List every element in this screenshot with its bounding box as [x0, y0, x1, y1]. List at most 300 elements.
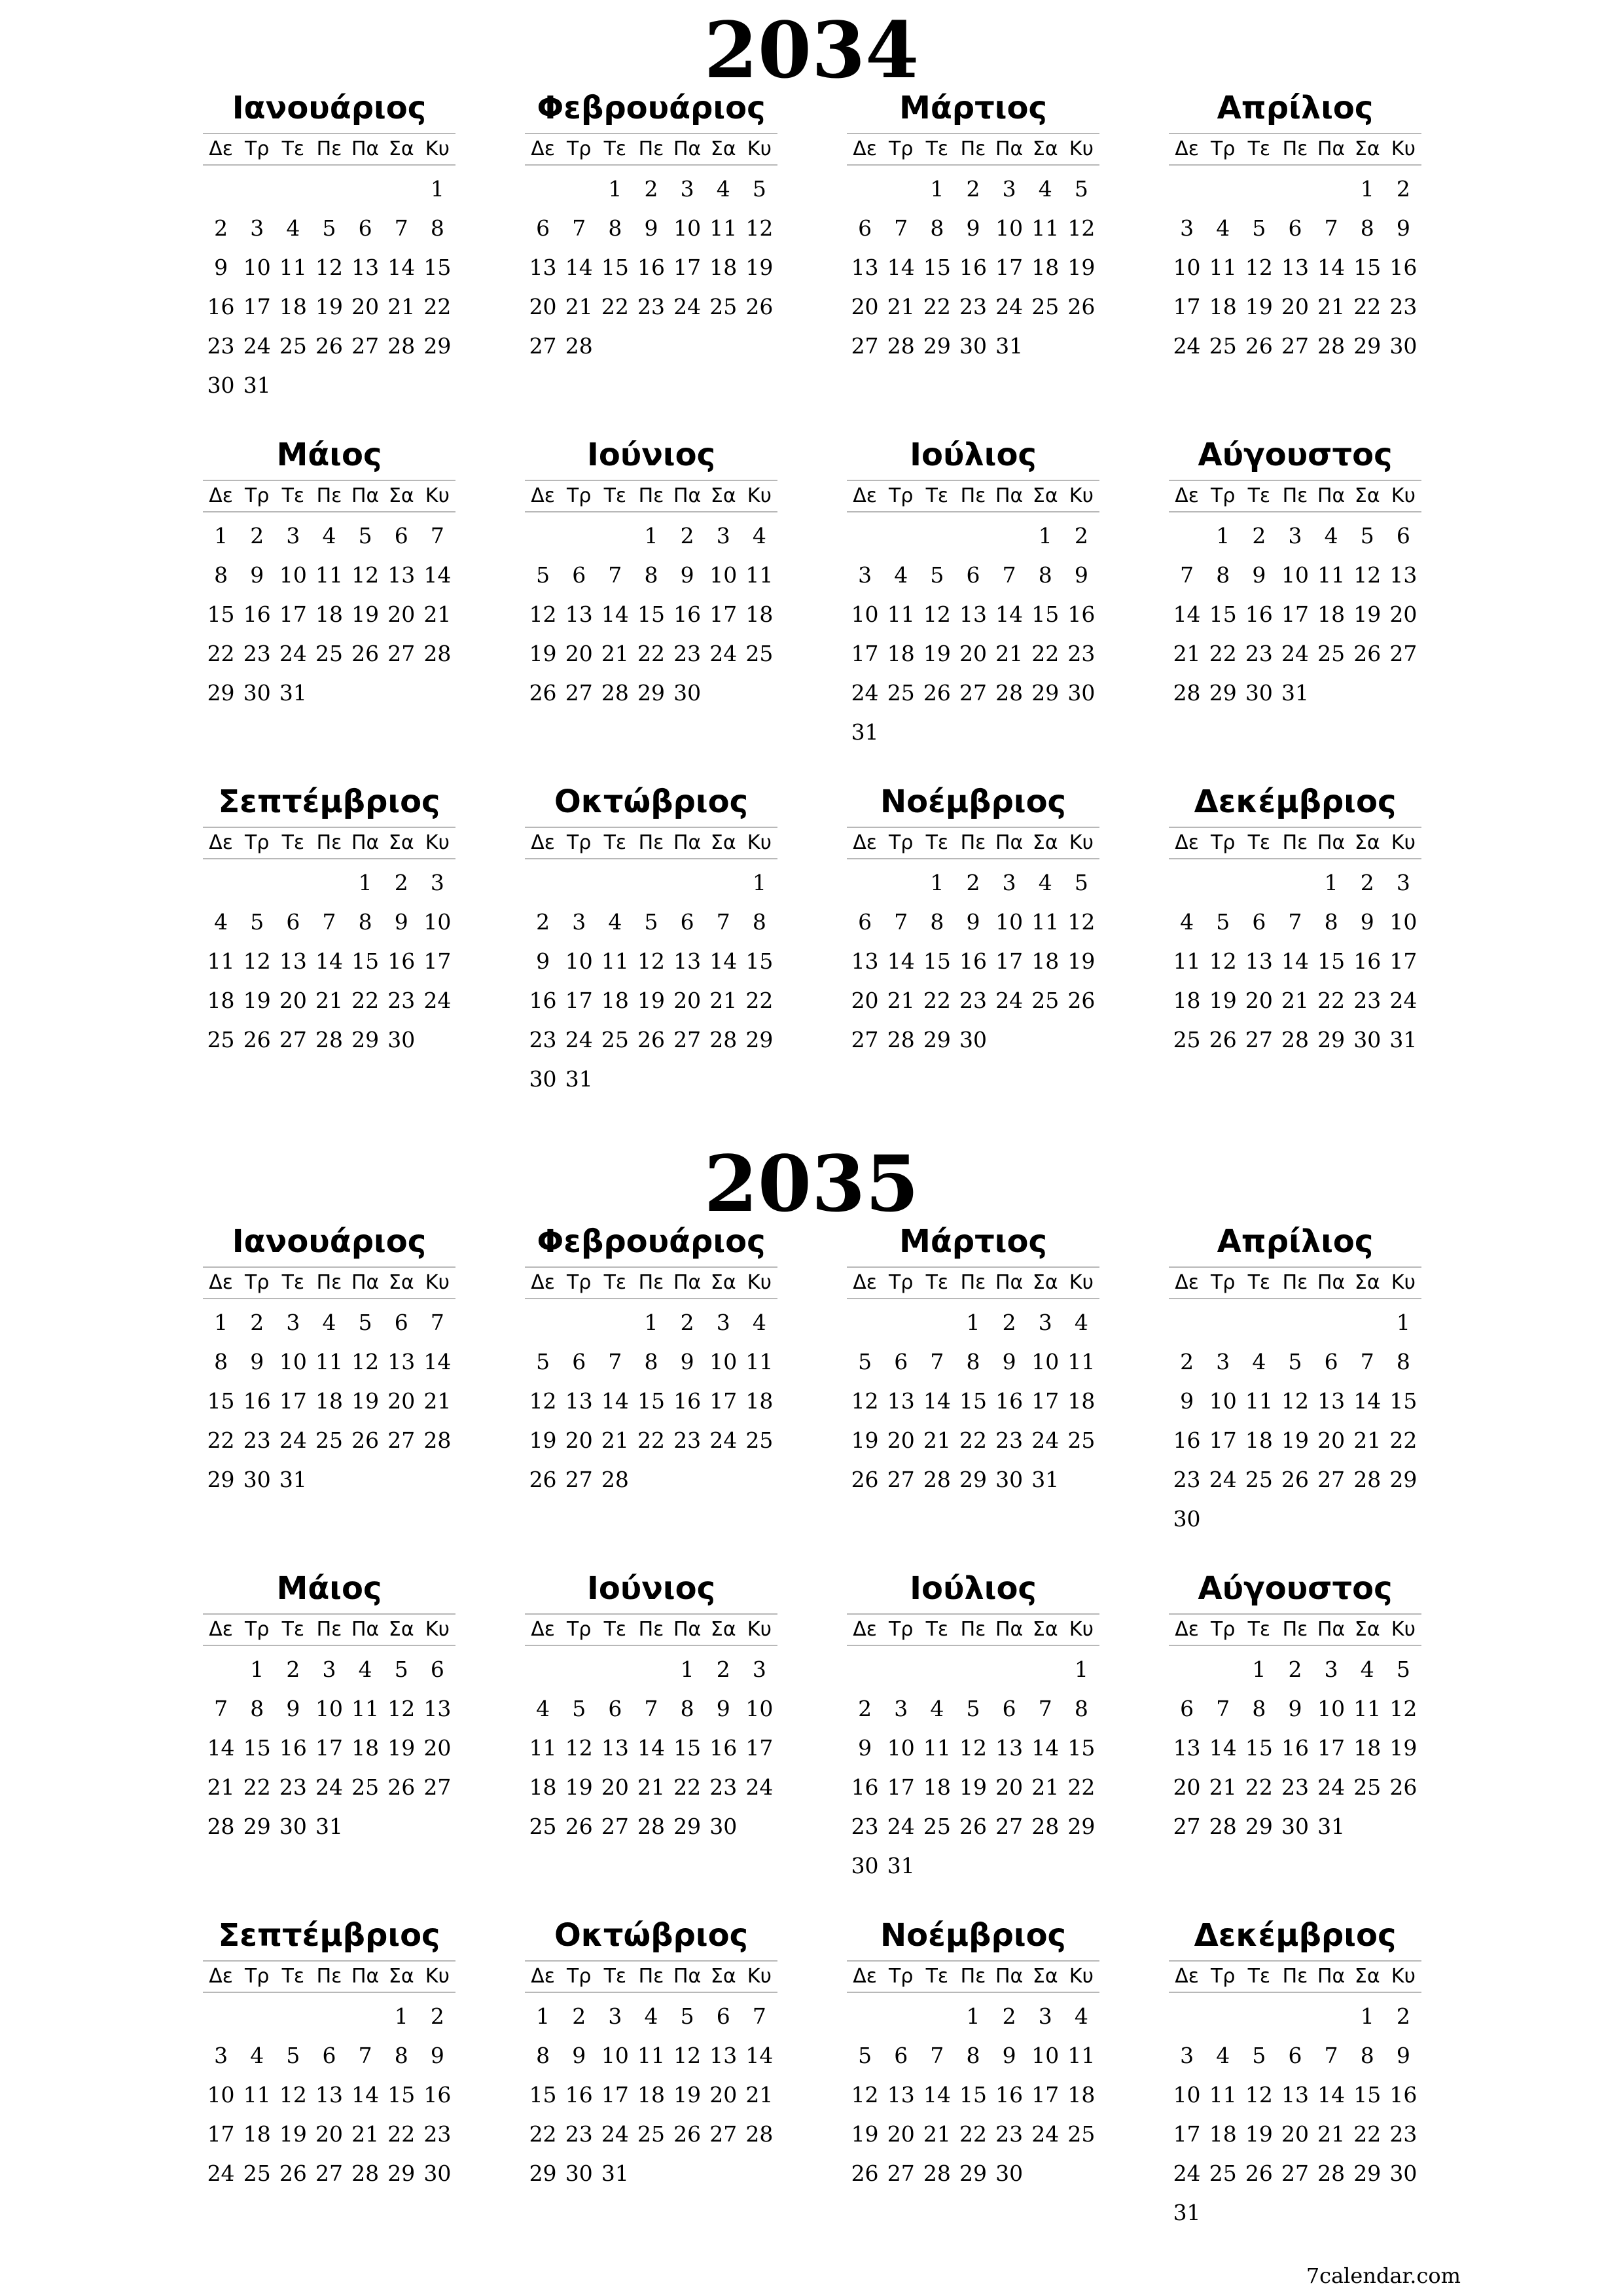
day-cell: 27 — [1173, 1814, 1201, 1839]
day-cell: 29 — [351, 1027, 380, 1052]
day-cell: 3 — [752, 1657, 766, 1682]
day-cell: 1 — [1252, 1657, 1266, 1682]
weekday-header — [847, 133, 1099, 166]
day-cell: 29 — [207, 680, 235, 706]
day-cell: 17 — [565, 988, 593, 1013]
weekday-label: Πε — [960, 484, 986, 507]
day-cell: 14 — [1031, 1735, 1060, 1761]
weekday-header — [847, 827, 1099, 859]
weekday-label: Πε — [960, 1965, 986, 1988]
day-cell: 21 — [637, 1774, 665, 1800]
weekday-label: Κυ — [747, 1271, 772, 1294]
day-cell: 25 — [1353, 1774, 1382, 1800]
year-title-2035: 2035 — [704, 1138, 919, 1229]
day-cell: 16 — [1173, 1427, 1201, 1453]
days-grid — [847, 170, 1099, 366]
day-cell: 12 — [673, 2043, 702, 2068]
day-cell: 18 — [1067, 1388, 1096, 1414]
day-cell: 31 — [601, 2161, 629, 2186]
day-empty — [991, 516, 1027, 556]
weekday-label: Τε — [925, 1618, 949, 1641]
weekday-label: Πα — [351, 1271, 380, 1294]
weekday-label: Σα — [1032, 484, 1058, 507]
day-cell: 31 — [995, 333, 1024, 359]
weekday-label: Πε — [316, 484, 342, 507]
weekday-label: Κυ — [747, 484, 772, 507]
days-grid — [1169, 170, 1421, 366]
day-cell: 15 — [1317, 948, 1346, 974]
day-cell: 14 — [315, 948, 343, 974]
day-cell: 7 — [572, 215, 586, 241]
day-cell: 21 — [995, 641, 1024, 666]
day-cell: 12 — [745, 215, 774, 241]
day-cell: 19 — [387, 1735, 416, 1761]
day-cell: 21 — [1031, 1774, 1060, 1800]
day-cell: 1 — [394, 2003, 408, 2029]
day-cell: 25 — [1031, 988, 1060, 1013]
day-cell: 8 — [608, 215, 622, 241]
weekday-label: Πα — [1317, 831, 1346, 854]
month-calendar — [203, 435, 455, 782]
day-empty — [348, 170, 383, 209]
day-empty — [1277, 1997, 1313, 2036]
day-cell: 14 — [387, 255, 416, 280]
day-cell: 6 — [536, 215, 550, 241]
weekday-label: Πε — [1282, 484, 1308, 507]
day-cell: 9 — [1288, 1696, 1302, 1721]
day-cell: 21 — [207, 1774, 235, 1800]
day-cell: 8 — [644, 562, 658, 588]
day-cell: 15 — [1245, 1735, 1273, 1761]
day-cell: 14 — [423, 562, 452, 588]
day-cell: 10 — [279, 562, 307, 588]
day-cell: 29 — [1353, 333, 1382, 359]
day-cell: 8 — [1216, 562, 1230, 588]
day-cell: 27 — [423, 1774, 452, 1800]
day-cell: 4 — [1074, 2003, 1088, 2029]
day-cell: 26 — [959, 1814, 987, 1839]
day-cell: 11 — [351, 1696, 380, 1721]
month-name: Νοέμβριος — [880, 783, 1067, 820]
day-cell: 13 — [851, 948, 879, 974]
day-cell: 5 — [1074, 176, 1088, 202]
day-cell: 29 — [1245, 1814, 1273, 1839]
weekday-label: Πα — [995, 1271, 1024, 1294]
day-cell: 31 — [279, 1467, 307, 1492]
day-empty — [991, 1650, 1027, 1689]
day-cell: 5 — [644, 909, 658, 935]
months-grid-2035 — [203, 1222, 1440, 2263]
day-cell: 18 — [1209, 294, 1237, 319]
weekday-header — [203, 1266, 455, 1299]
day-cell: 10 — [565, 948, 593, 974]
day-cell: 29 — [959, 2161, 987, 2186]
weekday-label: Πε — [1282, 1618, 1308, 1641]
day-cell: 30 — [673, 680, 702, 706]
day-cell: 23 — [243, 641, 271, 666]
day-cell: 1 — [250, 1657, 264, 1682]
weekday-label: Τε — [281, 1965, 305, 1988]
weekday-label: Πε — [316, 1271, 342, 1294]
weekday-label: Πα — [995, 1618, 1024, 1641]
weekday-label: Σα — [710, 1618, 736, 1641]
weekday-label: Τρ — [567, 831, 592, 854]
day-cell: 25 — [207, 1027, 235, 1052]
day-cell: 20 — [709, 2082, 738, 2108]
day-empty — [1205, 863, 1241, 903]
day-cell: 2 — [1002, 1310, 1016, 1335]
day-cell: 25 — [1245, 1467, 1273, 1492]
weekday-header — [1169, 1266, 1421, 1299]
day-cell: 1 — [608, 176, 622, 202]
day-cell: 16 — [279, 1735, 307, 1761]
day-cell: 25 — [1209, 333, 1237, 359]
month-name: Ιούλιος — [910, 437, 1037, 473]
weekday-header — [203, 827, 455, 859]
day-cell: 26 — [529, 1467, 557, 1492]
day-cell: 7 — [894, 909, 908, 935]
day-cell: 22 — [1245, 1774, 1273, 1800]
day-cell: 27 — [709, 2121, 738, 2147]
day-empty — [348, 1997, 383, 2036]
day-empty — [597, 863, 633, 903]
day-cell: 6 — [858, 909, 872, 935]
day-cell: 11 — [1067, 2043, 1096, 2068]
day-cell: 20 — [351, 294, 380, 319]
day-cell: 26 — [1245, 2161, 1273, 2186]
day-cell: 23 — [637, 294, 665, 319]
day-cell: 9 — [572, 2043, 586, 2068]
day-cell: 11 — [923, 1735, 951, 1761]
weekday-label: Σα — [388, 1271, 414, 1294]
day-cell: 23 — [565, 2121, 593, 2147]
day-cell: 8 — [214, 562, 228, 588]
weekday-label: Σα — [1032, 1618, 1058, 1641]
day-cell: 20 — [1173, 1774, 1201, 1800]
month-name: Σεπτέμβριος — [218, 1917, 440, 1954]
day-cell: 21 — [1281, 988, 1309, 1013]
day-cell: 1 — [644, 523, 658, 548]
day-cell: 16 — [243, 601, 271, 627]
day-cell: 6 — [394, 1310, 408, 1335]
day-cell: 9 — [966, 909, 980, 935]
day-cell: 7 — [430, 1310, 444, 1335]
day-cell: 28 — [423, 1427, 452, 1453]
day-empty — [1205, 1303, 1241, 1342]
day-cell: 22 — [959, 2121, 987, 2147]
day-cell: 11 — [709, 215, 738, 241]
day-cell: 3 — [1180, 2043, 1194, 2068]
weekday-label: Πε — [960, 1618, 986, 1641]
day-cell: 6 — [1252, 909, 1266, 935]
day-cell: 17 — [745, 1735, 774, 1761]
day-cell: 8 — [536, 2043, 550, 2068]
month-calendar — [203, 1916, 455, 2263]
day-cell: 8 — [358, 909, 372, 935]
day-cell: 28 — [1317, 2161, 1346, 2186]
day-cell: 29 — [1067, 1814, 1096, 1839]
day-cell: 19 — [851, 2121, 879, 2147]
day-cell: 10 — [887, 1735, 915, 1761]
weekday-header — [203, 1613, 455, 1646]
day-cell: 20 — [887, 1427, 915, 1453]
day-cell: 12 — [959, 1735, 987, 1761]
day-cell: 13 — [887, 2082, 915, 2108]
day-cell: 15 — [387, 2082, 416, 2108]
month-calendar — [1169, 1916, 1421, 2263]
day-cell: 12 — [529, 601, 557, 627]
day-cell: 2 — [250, 1310, 264, 1335]
weekday-label: Πε — [316, 137, 342, 160]
day-cell: 25 — [1031, 294, 1060, 319]
month-calendar — [525, 1569, 777, 1916]
day-empty — [1169, 516, 1205, 556]
day-cell: 17 — [709, 1388, 738, 1414]
day-cell: 22 — [923, 988, 951, 1013]
day-empty — [525, 1303, 561, 1342]
day-empty — [1277, 170, 1313, 209]
day-empty — [311, 1997, 347, 2036]
day-cell: 19 — [851, 1427, 879, 1453]
day-cell: 23 — [673, 641, 702, 666]
weekday-label: Πε — [638, 831, 664, 854]
month-calendar — [1169, 435, 1421, 782]
weekday-label: Πα — [1317, 137, 1346, 160]
day-cell: 4 — [1038, 176, 1052, 202]
day-cell: 12 — [637, 948, 665, 974]
day-cell: 22 — [1067, 1774, 1096, 1800]
day-cell: 14 — [1353, 1388, 1382, 1414]
weekday-label: Σα — [710, 1271, 736, 1294]
day-cell: 19 — [637, 988, 665, 1013]
weekday-header — [1169, 827, 1421, 859]
day-cell: 14 — [995, 601, 1024, 627]
day-cell: 28 — [601, 1467, 629, 1492]
day-cell: 3 — [680, 176, 694, 202]
weekday-label: Τε — [603, 1965, 627, 1988]
day-cell: 18 — [1245, 1427, 1273, 1453]
day-cell: 3 — [608, 2003, 622, 2029]
day-cell: 29 — [423, 333, 452, 359]
day-cell: 5 — [1396, 1657, 1410, 1682]
weekday-label: Δε — [853, 484, 877, 507]
weekday-label: Τρ — [245, 484, 270, 507]
day-cell: 2 — [858, 1696, 872, 1721]
day-cell: 27 — [387, 1427, 416, 1453]
day-cell: 5 — [1074, 870, 1088, 895]
weekday-label: Σα — [1354, 137, 1380, 160]
day-cell: 2 — [644, 176, 658, 202]
day-cell: 6 — [358, 215, 372, 241]
day-cell: 13 — [851, 255, 879, 280]
day-cell: 7 — [1002, 562, 1016, 588]
day-cell: 6 — [1288, 2043, 1302, 2068]
day-cell: 26 — [637, 1027, 665, 1052]
weekday-label: Τε — [925, 137, 949, 160]
weekday-label: Δε — [853, 1618, 877, 1641]
day-cell: 3 — [1038, 2003, 1052, 2029]
day-cell: 26 — [1209, 1027, 1237, 1052]
day-cell: 17 — [887, 1774, 915, 1800]
day-cell: 4 — [322, 523, 336, 548]
month-name: Ιούλιος — [910, 1570, 1037, 1607]
weekday-label: Σα — [1354, 1965, 1380, 1988]
day-cell: 24 — [851, 680, 879, 706]
days-grid — [525, 1997, 777, 2193]
day-cell: 29 — [673, 1814, 702, 1839]
day-cell: 8 — [1360, 2043, 1374, 2068]
day-cell: 19 — [529, 641, 557, 666]
day-cell: 25 — [279, 333, 307, 359]
month-calendar — [525, 1222, 777, 1569]
day-cell: 12 — [1389, 1696, 1418, 1721]
day-cell: 4 — [1038, 870, 1052, 895]
day-cell: 7 — [214, 1696, 228, 1721]
day-cell: 18 — [1031, 255, 1060, 280]
day-cell: 18 — [923, 1774, 951, 1800]
day-cell: 18 — [1353, 1735, 1382, 1761]
weekday-label: Δε — [531, 137, 555, 160]
day-cell: 18 — [745, 1388, 774, 1414]
day-cell: 17 — [1317, 1735, 1346, 1761]
day-cell: 12 — [387, 1696, 416, 1721]
day-empty — [561, 170, 597, 209]
day-cell: 23 — [387, 988, 416, 1013]
day-cell: 29 — [1209, 680, 1237, 706]
day-cell: 23 — [279, 1774, 307, 1800]
day-cell: 10 — [423, 909, 452, 935]
day-cell: 10 — [1389, 909, 1418, 935]
day-cell: 4 — [930, 1696, 944, 1721]
day-cell: 5 — [930, 562, 944, 588]
day-cell: 4 — [286, 215, 300, 241]
day-cell: 11 — [745, 562, 774, 588]
day-cell: 10 — [673, 215, 702, 241]
day-cell: 29 — [529, 2161, 557, 2186]
day-empty — [203, 863, 239, 903]
day-cell: 5 — [536, 562, 550, 588]
weekday-label: Πα — [1317, 484, 1346, 507]
day-cell: 5 — [858, 1349, 872, 1374]
weekday-label: Κυ — [425, 137, 450, 160]
month-name: Νοέμβριος — [880, 1917, 1067, 1954]
day-empty — [883, 1650, 919, 1689]
day-cell: 8 — [930, 215, 944, 241]
day-cell: 3 — [1038, 1310, 1052, 1335]
weekday-label: Δε — [1175, 1965, 1199, 1988]
day-cell: 23 — [851, 1814, 879, 1839]
day-cell: 8 — [930, 909, 944, 935]
day-cell: 10 — [851, 601, 879, 627]
day-cell: 4 — [644, 2003, 658, 2029]
day-cell: 13 — [351, 255, 380, 280]
day-cell: 28 — [887, 333, 915, 359]
day-empty — [597, 1650, 633, 1689]
day-cell: 11 — [1353, 1696, 1382, 1721]
weekday-label: Τρ — [245, 1271, 270, 1294]
day-empty — [1205, 1650, 1241, 1689]
day-cell: 22 — [601, 294, 629, 319]
weekday-label: Σα — [388, 831, 414, 854]
day-cell: 10 — [243, 255, 271, 280]
day-cell: 5 — [286, 2043, 300, 2068]
day-cell: 4 — [752, 523, 766, 548]
day-cell: 10 — [995, 215, 1024, 241]
day-cell: 6 — [430, 1657, 444, 1682]
day-cell: 16 — [423, 2082, 452, 2108]
weekday-label: Τρ — [245, 137, 270, 160]
day-cell: 20 — [565, 1427, 593, 1453]
weekday-label: Τε — [603, 831, 627, 854]
day-cell: 23 — [529, 1027, 557, 1052]
day-cell: 3 — [214, 2043, 228, 2068]
weekday-label: Πε — [960, 137, 986, 160]
weekday-label: Πα — [351, 1618, 380, 1641]
day-cell: 19 — [1353, 601, 1382, 627]
weekday-label: Σα — [1354, 484, 1380, 507]
month-name: Ιούνιος — [586, 1570, 716, 1607]
day-cell: 4 — [536, 1696, 550, 1721]
weekday-label: Κυ — [1069, 484, 1094, 507]
day-cell: 24 — [1031, 2121, 1060, 2147]
day-cell: 20 — [279, 988, 307, 1013]
day-empty — [1241, 170, 1277, 209]
weekday-label: Κυ — [1391, 831, 1416, 854]
day-cell: 21 — [1209, 1774, 1237, 1800]
weekday-label: Πα — [673, 831, 702, 854]
month-calendar — [847, 1916, 1099, 2263]
day-cell: 19 — [1209, 988, 1237, 1013]
day-cell: 5 — [680, 2003, 694, 2029]
day-empty — [525, 863, 561, 903]
day-empty — [705, 863, 741, 903]
day-empty — [1241, 1303, 1277, 1342]
month-name: Ιούνιος — [586, 437, 716, 473]
day-cell: 7 — [1038, 1696, 1052, 1721]
day-cell: 22 — [243, 1774, 271, 1800]
day-cell: 5 — [394, 1657, 408, 1682]
day-cell: 2 — [1252, 523, 1266, 548]
day-cell: 2 — [966, 870, 980, 895]
day-empty — [883, 1303, 919, 1342]
day-cell: 6 — [894, 2043, 908, 2068]
weekday-label: Πε — [1282, 137, 1308, 160]
weekday-label: Τρ — [889, 1618, 914, 1641]
weekday-label: Δε — [853, 1965, 877, 1988]
days-grid — [203, 1650, 455, 1846]
weekday-header — [1169, 133, 1421, 166]
weekday-label: Τε — [603, 137, 627, 160]
day-cell: 24 — [1209, 1467, 1237, 1492]
weekday-label: Σα — [1032, 1271, 1058, 1294]
day-cell: 30 — [1245, 680, 1273, 706]
month-name: Αύγουστος — [1198, 437, 1393, 473]
weekday-label: Πε — [316, 831, 342, 854]
day-cell: 4 — [1324, 523, 1338, 548]
days-grid — [847, 1650, 1099, 1886]
weekday-label: Κυ — [1069, 137, 1094, 160]
day-cell: 20 — [1245, 988, 1273, 1013]
day-cell: 5 — [358, 523, 372, 548]
day-cell: 13 — [1245, 948, 1273, 974]
day-cell: 24 — [315, 1774, 343, 1800]
day-cell: 14 — [709, 948, 738, 974]
day-cell: 27 — [887, 2161, 915, 2186]
day-cell: 7 — [322, 909, 336, 935]
day-cell: 15 — [745, 948, 774, 974]
day-cell: 25 — [745, 641, 774, 666]
day-empty — [1313, 170, 1349, 209]
